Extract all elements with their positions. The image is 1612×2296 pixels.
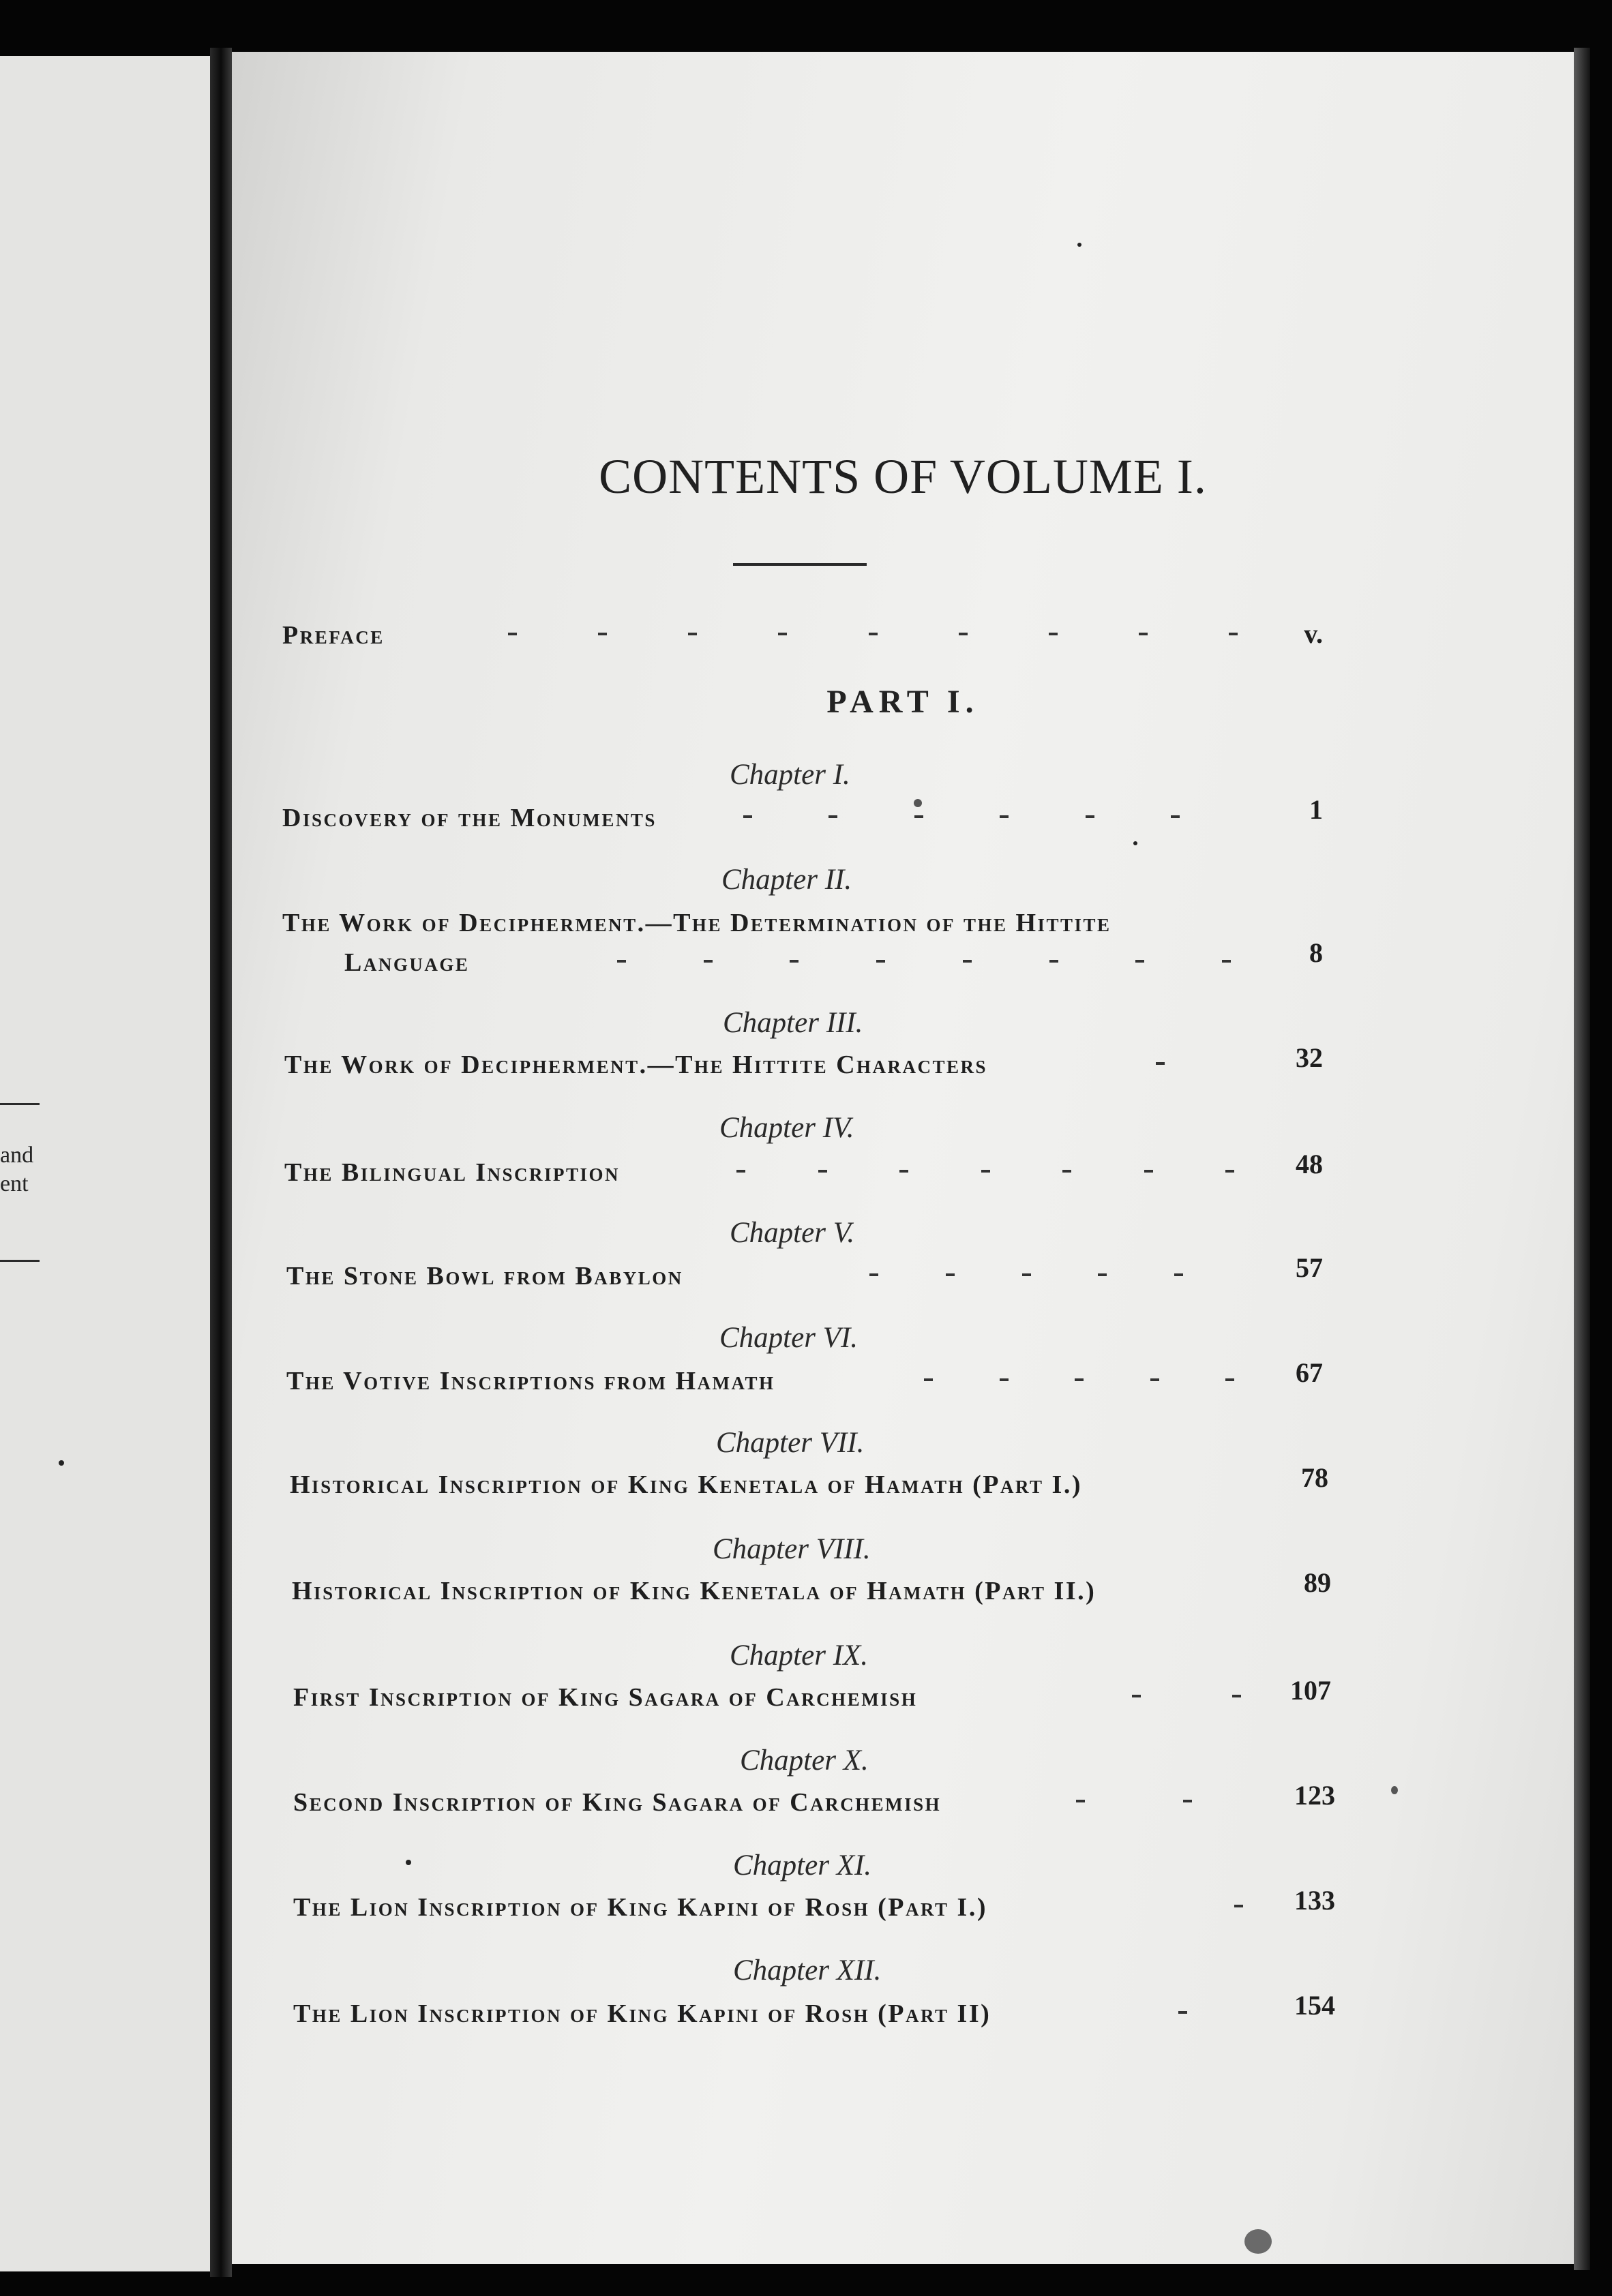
chapter-page-number: 89 [1304,1567,1331,1598]
ink-speck [1133,841,1137,845]
chapter-page-number: 32 [1296,1042,1323,1073]
chapter-number: Chapter IX. [730,1640,869,1672]
dot-leaders [869,1261,1183,1288]
chapter-number: Chapter X. [740,1744,869,1777]
ink-speck [59,1460,64,1466]
dot-leaders [1076,1787,1192,1815]
left-page-text-fragment: and [0,1143,34,1168]
chapter-title: Second Inscription of King Sagara of Carchemish [293,1788,942,1817]
chapter-title: The Work of Decipherment.—The Determination of the Hittite [282,909,1111,937]
left-facing-page [0,56,210,2271]
ink-speck [1391,1786,1398,1794]
chapter-number: Chapter VII. [716,1427,865,1459]
left-page-rule [0,1260,40,1262]
chapter-title: Discovery of the Monuments [282,804,657,832]
dot-leaders [1178,1999,1191,2026]
chapter-page-number: 154 [1294,1990,1335,2021]
ink-speck [914,799,922,807]
chapter-title: The Bilingual Inscription [284,1158,621,1187]
dot-leaders [617,948,1231,975]
ink-speck [1244,2229,1272,2254]
chapter-page-number: 1 [1309,794,1323,825]
preface-label: Preface [282,621,385,650]
chapter-number: Chapter IV. [719,1112,854,1144]
part-heading: PART I. [826,684,979,720]
page-edge [1574,48,1590,2270]
chapter-page-number: 78 [1301,1462,1328,1493]
dot-leaders [1156,1050,1169,1077]
dot-leaders [1132,1682,1241,1710]
dot-leaders [508,620,1238,648]
chapter-page-number: 67 [1296,1357,1323,1388]
preface-page-number: v. [1304,618,1323,649]
dot-leaders [743,803,1180,830]
chapter-page-number: 107 [1290,1675,1331,1706]
dot-leaders [924,1366,1234,1393]
chapter-title-continuation: Language [344,948,470,977]
chapter-number: Chapter I. [730,759,850,791]
dot-leaders [736,1158,1234,1185]
chapter-number: Chapter VIII. [713,1533,871,1565]
book-spine-gutter [210,48,232,2277]
chapter-number: Chapter V. [730,1217,855,1249]
chapter-page-number: 48 [1296,1149,1323,1179]
chapter-title: The Work of Decipherment.—The Hittite Characters [284,1051,988,1079]
chapter-number: Chapter III. [723,1007,863,1039]
chapter-title: Historical Inscription of King Kenetala of Hamath (Part I.) [290,1470,1082,1499]
left-page-text-fragment: ent [0,1171,29,1196]
chapter-number: Chapter XII. [733,1954,882,1987]
title-rule [733,563,867,566]
left-page-rule [0,1103,40,1105]
contents-title: CONTENTS OF VOLUME I. [599,449,1207,504]
chapter-number: Chapter VI. [719,1322,859,1354]
chapter-page-number: 8 [1309,937,1323,968]
chapter-page-number: 133 [1294,1885,1335,1916]
chapter-title: The Lion Inscription of King Kapini of Rosh (Part II) [293,1999,991,2028]
chapter-page-number: 123 [1294,1780,1335,1811]
chapter-title: The Lion Inscription of King Kapini of Rosh (Part I.) [293,1893,987,1922]
ink-speck [1077,243,1081,247]
chapter-title: First Inscription of King Sagara of Carchemish [293,1683,918,1712]
ink-speck [406,1860,411,1865]
chapter-page-number: 57 [1296,1252,1323,1283]
chapter-title: The Stone Bowl from Babylon [286,1262,683,1290]
chapter-title: The Votive Inscriptions from Hamath [286,1367,775,1395]
chapter-title: Historical Inscription of King Kenetala of Hamath (Part II.) [292,1577,1096,1605]
chapter-number: Chapter II. [721,864,852,896]
chapter-number: Chapter XI. [733,1849,872,1882]
